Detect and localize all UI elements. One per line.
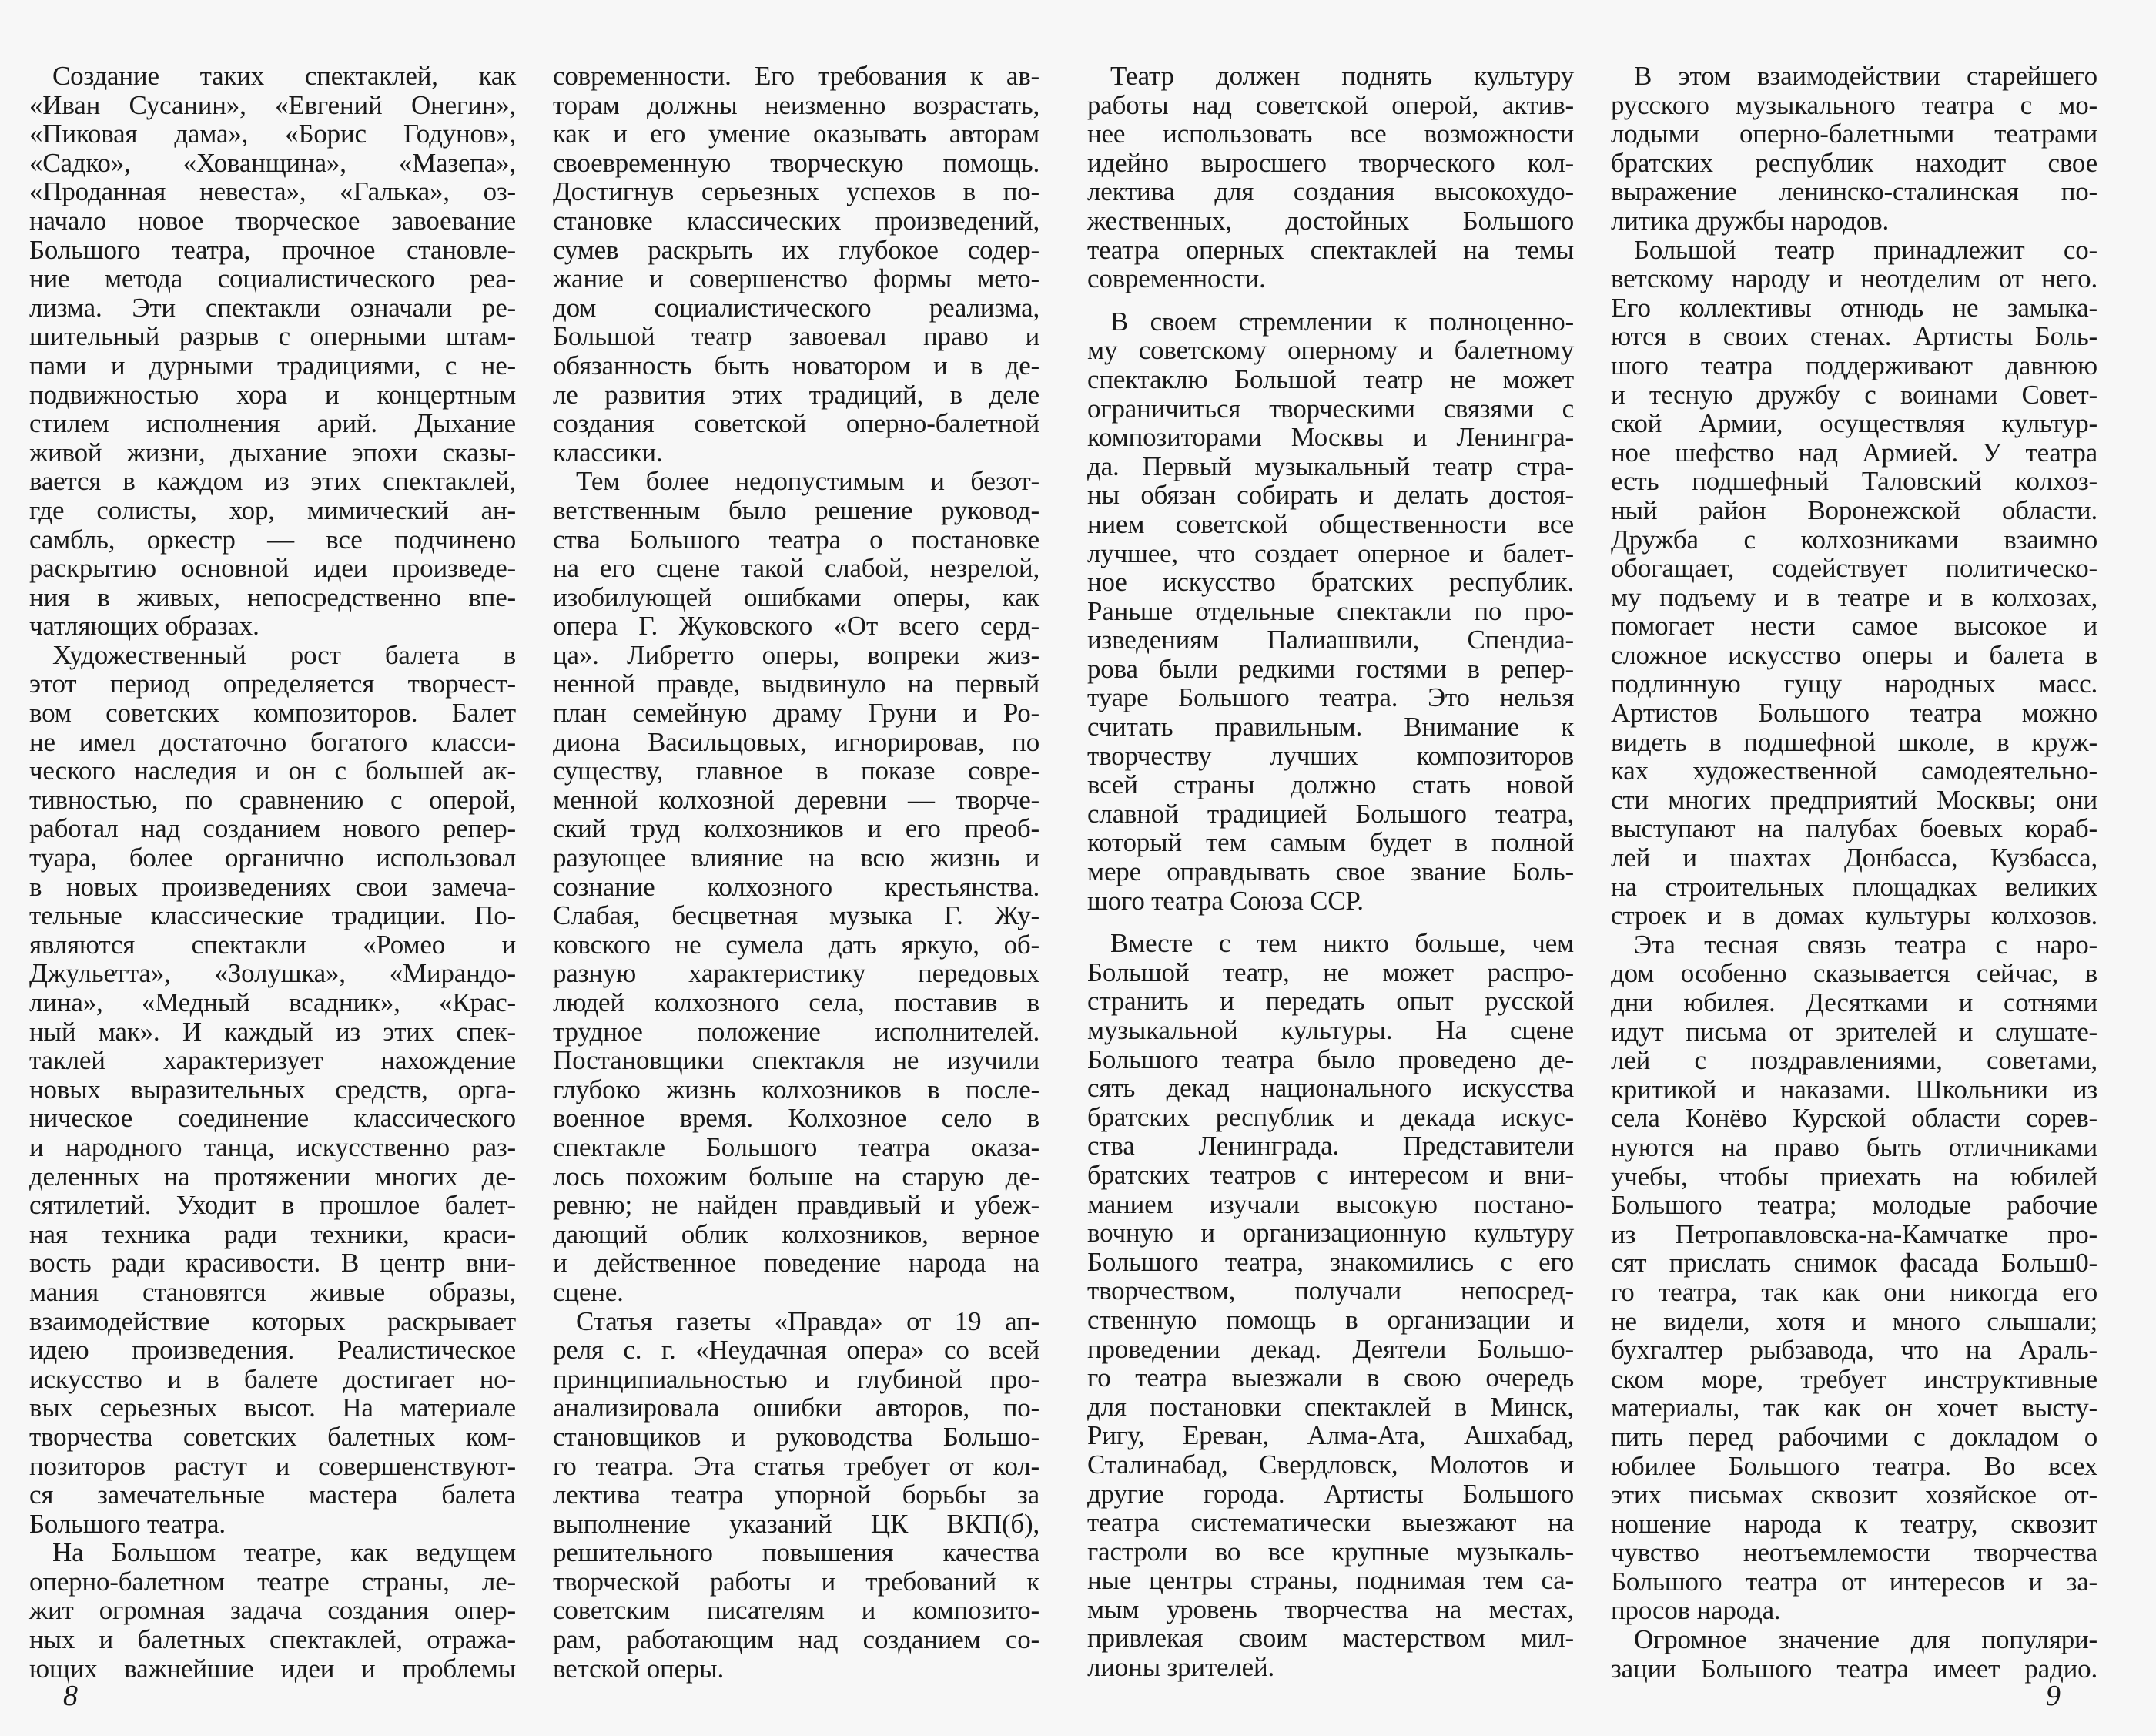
text-line: дни юбилея. Десятками и сотнями [1611,987,2097,1017]
text-line: Ригу, Ереван, Алма-Ата, Ашхабад, [1087,1420,1574,1451]
text-line: нее использовать все возможности [1087,119,1574,149]
text-line: Джульетта», «Золушка», «Мирандо- [29,958,516,989]
text-column [553,62,1040,1683]
text-line: странить и передать опыт русской [1087,986,1574,1017]
text-line: да. Первый музыкальный театр стра- [1087,451,1574,481]
text-line: своевременную творческую помощь. [553,147,1040,178]
text-line: ны обязан собирать и делать достоя- [1087,480,1574,511]
paragraph-gap [1087,915,1574,929]
text-line: братских республик и декада искус- [1087,1101,1574,1132]
text-line: рам, работающим над созданием со- [553,1624,1040,1655]
text-line: ский труд колхозников и его преоб- [553,813,1040,844]
text-line: просов народа. [1611,1595,1781,1626]
text-line: вается в каждом из этих спектаклей, [29,466,516,497]
text-line: современности. [1087,263,1266,294]
text-line: есть подшефный Таловский колхоз- [1611,466,2097,497]
text-line: тивностью, по сравнению с оперой, [29,784,516,815]
text-line: ная техника ради техники, краси- [29,1218,516,1249]
text-line: Постановщики спектакля не изучили [553,1045,1040,1076]
text-line: сложное искусство оперы и балета в [1611,639,2097,670]
text-line: мым уровень творчества на местах, [1087,1594,1574,1624]
text-line: лей с поздравлениями, советами, [1611,1045,2097,1076]
text-line: современности. Его требования к ав- [553,61,1040,91]
text-line: разную характеристику передовых [553,958,1040,989]
text-line: ковского не сумела дать яркую, об- [553,929,1040,960]
text-line: Тем более недопустимым и безот- [576,466,1040,497]
text-line: го театра. Эта статья требует от кол- [553,1450,1040,1481]
text-line: ются в своих стенах. Артисты Боль- [1611,321,2097,352]
text-line: Большого театра. [29,1508,226,1539]
text-line: который тем самым будет в полной [1087,827,1574,858]
text-line: считать правильным. Внимание к [1087,712,1574,742]
text-line: этих письмах сквозит хозяйское от- [1611,1480,2097,1510]
text-line: ственную помощь в организации и [1087,1304,1574,1335]
text-line: план семейную драму Груни и Ро- [553,698,1040,729]
paragraph-gap [1087,293,1574,307]
text-line: другие города. Артисты Большого [1087,1478,1574,1509]
text-line: Большого театра было проведено де- [1087,1044,1574,1074]
text-line: му советскому оперному и балетному [1087,335,1574,366]
text-line: сознание колхозного крестьянства. [553,871,1040,902]
text-line: нием советской общественности все [1087,508,1574,539]
text-line: идею произведения. Реалистическое [29,1335,516,1366]
text-line: ненной правде, выдвинуло на первый [553,669,1040,699]
text-line: творческой работы и требований к [553,1566,1040,1597]
text-line: сять декад национального искусства [1087,1073,1574,1104]
text-line: Большого театра от интересов и за- [1611,1566,2097,1597]
text-line: бухгалтер рыбзавода, что на Араль- [1611,1335,2097,1366]
text-line: становщиков и руководства Большо- [553,1421,1040,1452]
text-line: опера Г. Жуковского «От всего серд- [553,611,1040,642]
text-line: ства Ленинграда. Представители [1087,1131,1574,1161]
text-line: ограничиться творческими связями с [1087,393,1574,424]
text-line: братских республик находит свое [1611,147,2097,178]
text-line: Раньше отдельные спектакли по про- [1087,595,1574,626]
text-line: торам должны неизменно возрастать, [553,89,1040,120]
text-line: литика дружбы народов. [1611,205,1890,236]
text-line: ное шефство над Армией. У театра [1611,437,2097,468]
text-line: Большой театр завоевал право и [553,321,1040,352]
text-line: ный мак». И каждый из этих спек- [29,1016,516,1047]
text-line: ния в живых, непосредственно впе- [29,581,516,612]
text-line: привлекая своим мастерством мил- [1087,1623,1574,1654]
page-number: 8 [63,1680,78,1712]
text-line: трудное положение исполнителей. [553,1016,1040,1047]
text-line: туара, более органично использовал [29,843,516,873]
text-line: видеть в подшефной школе, в круж- [1611,726,2097,757]
text-line: Статья газеты «Правда» от 19 ап- [576,1305,1040,1336]
text-line: ное искусство братских республик. [1087,567,1574,598]
text-line: Артистов Большого театра можно [1611,698,2097,729]
text-line: работы над советской оперой, актив- [1087,89,1574,120]
text-line: ческого наследия и он с большей ак- [29,756,516,786]
text-line: для постановки спектаклей в Минск, [1087,1391,1574,1422]
text-line: зации Большого театра имеет радио. [1611,1653,2097,1684]
text-line: ветской оперы. [553,1653,725,1684]
text-line: го театра выезжали в свою очередь [1087,1362,1574,1393]
text-line: подвижностью хора и концертным [29,379,516,410]
text-line: чувство неотъемлемости творчества [1611,1537,2097,1568]
text-line: «Пиковая дама», «Борис Годунов», [29,119,516,149]
text-line: ветскому народу и неотделим от него. [1611,263,2097,294]
text-line: из Петропавловска-на-Камчатке про- [1611,1218,2097,1249]
text-line: лектива для создания высокохудо- [1087,176,1574,207]
text-line: ца». Либретто оперы, вопреки жиз- [553,639,1040,670]
text-line: существу, главное в показе совре- [553,756,1040,786]
text-line: ный район Воронежской области. [1611,494,2097,525]
text-line: ся замечательные мастера балета [29,1480,516,1510]
text-line: искусство и в балете достигает но- [29,1363,516,1394]
text-line: ние метода социалистического реа- [29,263,516,294]
text-line: лионы зрителей. [1087,1652,1275,1683]
text-line: глубоко жизнь колхозников в после- [553,1074,1040,1104]
page-number: 9 [2046,1680,2061,1712]
text-line: ных и балетных спектаклей, отража- [29,1624,516,1655]
text-line: го театра, так как они никогда его [1611,1276,2097,1307]
text-line: Дружба с колхозниками взаимно [1611,524,2097,555]
text-line: театра систематически выезжают на [1087,1507,1574,1538]
text-line: Эта тесная связь театра с наро- [1634,929,2097,960]
text-line: и тесную дружбу с воинами Совет- [1611,379,2097,410]
text-line: выступают на палубах боевых кораб- [1611,813,2097,844]
text-line: принципиальностью и глубиной про- [553,1363,1040,1394]
text-line: таклей характеризует нахождение [29,1045,516,1076]
text-line: реля с. г. «Неудачная опера» со всей [553,1335,1040,1366]
text-line: жание и совершенство формы мето- [553,263,1040,294]
text-line: критикой и наказами. Школьники из [1611,1074,2097,1104]
text-line: менной колхозной деревни — творче- [553,784,1040,815]
text-line: лучшее, что создает оперное и балет- [1087,538,1574,568]
text-line: шительный разрыв с оперными штам- [29,321,516,352]
text-line: спектакле Большого театра оказа- [553,1131,1040,1162]
text-line: творчества советских балетных ком- [29,1421,516,1452]
text-line: Слабая, бесцветная музыка Г. Жу- [553,900,1040,931]
text-line: музыкальной культуры. На сцене [1087,1015,1574,1045]
text-line: помогает нести самое высокое и [1611,611,2097,642]
text-line: жественных, достойных Большого [1087,205,1574,236]
text-line: этот период определяется творчест- [29,669,516,699]
text-line: В своем стремлении к полноценно- [1110,306,1574,337]
text-line: ской Армии, осуществляя культур- [1611,408,2097,439]
text-line: классики. [553,437,663,468]
text-line: Достигнув серьезных успехов в по- [553,176,1040,207]
text-line: села Конёво Курской области сорев- [1611,1103,2097,1134]
text-line: лина», «Медный всадник», «Крас- [29,987,516,1017]
text-line: ющих важнейшие идеи и проблемы [29,1653,516,1684]
text-line: тельные классические традиции. По- [29,900,516,931]
text-line: разующее влияние на всю жизнь и [553,843,1040,873]
text-line: военное время. Колхозное село в [553,1103,1040,1134]
text-line: подлинную гущу народных масс. [1611,669,2097,699]
text-line: ревню; не найден правдивый и убеж- [553,1190,1040,1221]
text-line: и народного танца, искусственно раз- [29,1131,516,1162]
page-right [1078,0,2156,1736]
text-line: советским писателям и композито- [553,1595,1040,1626]
text-line: Огромное значение для популяри- [1634,1624,2097,1655]
text-line: Большого театра, прочное становле- [29,234,516,265]
text-line: являются спектакли «Ромео и [29,929,516,960]
text-line: оперно-балетном театре страны, ле- [29,1566,516,1597]
text-line: изведениям Палиашвили, Спендиа- [1087,625,1574,655]
text-line: творчеством, получали непосред- [1087,1275,1574,1306]
text-line: дом особенно сказывается сейчас, в [1611,958,2097,989]
text-line: ства Большого театра о постановке [553,524,1040,555]
text-line: туаре Большого театра. Это нельзя [1087,682,1574,713]
text-line: манием изучали высокую постано- [1087,1188,1574,1219]
text-line: пить перед рабочими с докладом о [1611,1421,2097,1452]
text-line: ническое соединение классического [29,1103,516,1134]
text-line: в новых произведениях свои замеча- [29,871,516,902]
text-line: начало новое творческое завоевание [29,205,516,236]
text-line: гастроли во все крупные музыкаль- [1087,1536,1574,1567]
text-line: Вместе с тем никто больше, чем [1110,928,1574,959]
text-line: Большого театра, знакомились с его [1087,1246,1574,1277]
text-line: всей страны должно стать новой [1087,769,1574,800]
text-line: обогащает, содействует политическо- [1611,553,2097,584]
text-line: создания советской оперно-балетной [553,408,1040,439]
text-line: «Иван Сусанин», «Евгений Онегин», [29,89,516,120]
text-line: диона Васильцовых, игнорировав, по [553,726,1040,757]
text-line: вочную и организационную культуру [1087,1218,1574,1248]
text-line: проведении декад. Деятели Большо- [1087,1333,1574,1364]
text-line: пами и дурными традициями, с не- [29,350,516,380]
text-line: сят прислать снимок фасада Больш0- [1611,1248,2097,1279]
text-column [29,62,516,1683]
text-line: Большой театр принадлежит со- [1634,234,2097,265]
text-line: ле развития этих традиций, в деле [553,379,1040,410]
text-line: сумев раскрыть их глубокое содер- [553,234,1040,265]
text-line: материалы, так как он хочет высту- [1611,1392,2097,1423]
text-line: дом социалистического реализма, [553,292,1040,323]
text-line: творчеству лучших композиторов [1087,740,1574,771]
text-line: юбилее Большого театра. Во всех [1611,1450,2097,1481]
text-line: жит огромная задача создания опер- [29,1595,516,1626]
text-line: славной традицией Большого театра, [1087,798,1574,829]
text-line: Создание таких спектаклей, как [52,61,516,91]
text-line: не имел достаточно богатого класси- [29,726,516,757]
text-line: Художественный рост балета в [52,639,516,670]
text-line: раскрытию основной идеи произведе- [29,553,516,584]
text-line: лось похожим больше на старую де- [553,1161,1040,1191]
text-line: сятилетий. Уходит в прошлое балет- [29,1190,516,1221]
text-line: ском море, требует инструктивные [1611,1363,2097,1394]
text-line: взаимодействие которых раскрывает [29,1305,516,1336]
text-line: стилем исполнения арий. Дыхание [29,408,516,439]
text-line: лей и шахтах Донбасса, Кузбасса, [1611,843,2097,873]
text-line: обязанность быть новатором и в де- [553,350,1040,380]
text-line: лектива театра упорной борьбы за [553,1480,1040,1510]
text-line: нуются на право быть отличниками [1611,1131,2097,1162]
text-line: людей колхозного села, поставив в [553,987,1040,1017]
text-line: Театр должен поднять культуру [1110,61,1574,91]
text-line: Большого театра; молодые рабочие [1611,1190,2097,1221]
text-line: идут письма от зрителей и слушате- [1611,1016,2097,1047]
text-line: чатляющих образах. [29,611,259,642]
text-line: В этом взаимодействии старейшего [1634,61,2097,91]
text-line: новых выразительных средств, орга- [29,1074,516,1104]
text-line: Сталинабад, Свердловск, Молотов и [1087,1449,1574,1480]
text-line: сцене. [553,1276,624,1307]
text-line: Большой театр, не может распро- [1087,957,1574,987]
text-line: идейно выросшего творческого кол- [1087,147,1574,178]
text-line: лодыми оперно-балетными театрами [1611,119,2097,149]
text-line: рова были редкими гостями в репер- [1087,653,1574,684]
text-line: вых серьезных высот. На материале [29,1392,516,1423]
text-line: живой жизни, дыхание эпохи сказы- [29,437,516,468]
text-line: становке классических произведений, [553,205,1040,236]
text-line: ношение народа к театру, сквозит [1611,1508,2097,1539]
text-line: театра оперных спектаклей на темы [1087,234,1574,265]
text-line: на его сцене такой слабой, незрелой, [553,553,1040,584]
text-column [1611,62,2097,1683]
text-column [1087,62,1574,1682]
text-line: и действенное поведение народа на [553,1248,1040,1279]
text-line: шого театра поддерживают давнюю [1611,350,2097,380]
text-line: «Садко», «Хованщина», «Мазепа», [29,147,516,178]
text-line: выполнение указаний ЦК ВКП(б), [553,1508,1040,1539]
text-line: му подъему и в театре и в колхозах, [1611,581,2097,612]
text-line: как и его умение оказывать авторам [553,119,1040,149]
text-line: братских театров с интересом и вни- [1087,1159,1574,1190]
text-line: ках художественной самодеятельно- [1611,756,2097,786]
text-line: вом советских композиторов. Балет [29,698,516,729]
text-line: Его коллективы отнюдь не замыка- [1611,292,2097,323]
text-line: анализировала ошибки авторов, по- [553,1392,1040,1423]
text-line: позиторов растут и совершенствуют- [29,1450,516,1481]
text-line: спектаклю Большой театр не может [1087,364,1574,394]
text-line: не видели, хотя и много слышали; [1611,1305,2097,1336]
text-line: где солисты, хор, мимический ан- [29,494,516,525]
text-line: вость ради красивости. В центр вни- [29,1248,516,1279]
text-line: На Большом театре, как ведущем [52,1537,516,1568]
text-line: мере оправдывать свое звание Боль- [1087,856,1574,887]
text-line: ветственным было решение руковод- [553,494,1040,525]
text-line: лизма. Эти спектакли означали ре- [29,292,516,323]
text-line: шого театра Союза ССР. [1087,885,1364,916]
text-line: ные центры страны, поднимая тем са- [1087,1565,1574,1596]
text-line: изобилующей ошибками оперы, как [553,581,1040,612]
text-line: композиторами Москвы и Ленингра- [1087,422,1574,453]
text-line: работал над созданием нового репер- [29,813,516,844]
text-line: решительного повышения качества [553,1537,1040,1568]
text-line: на строительных площадках великих [1611,871,2097,902]
text-line: учебы, чтобы приехать на юбилей [1611,1161,2097,1191]
text-line: дающий облик колхозников, верное [553,1218,1040,1249]
text-line: «Проданная невеста», «Галька», оз- [29,176,516,207]
text-line: строек и в домах культуры колхозов. [1611,900,2097,931]
text-line: мания становятся живые образы, [29,1276,516,1307]
text-line: выражение ленинско-сталинская по- [1611,176,2097,207]
text-line: самбль, оркестр — все подчинено [29,524,516,555]
text-line: деленных на протяжении многих де- [29,1161,516,1191]
text-line: сти многих предприятий Москвы; они [1611,784,2097,815]
text-line: русского музыкального театра с мо- [1611,89,2097,120]
